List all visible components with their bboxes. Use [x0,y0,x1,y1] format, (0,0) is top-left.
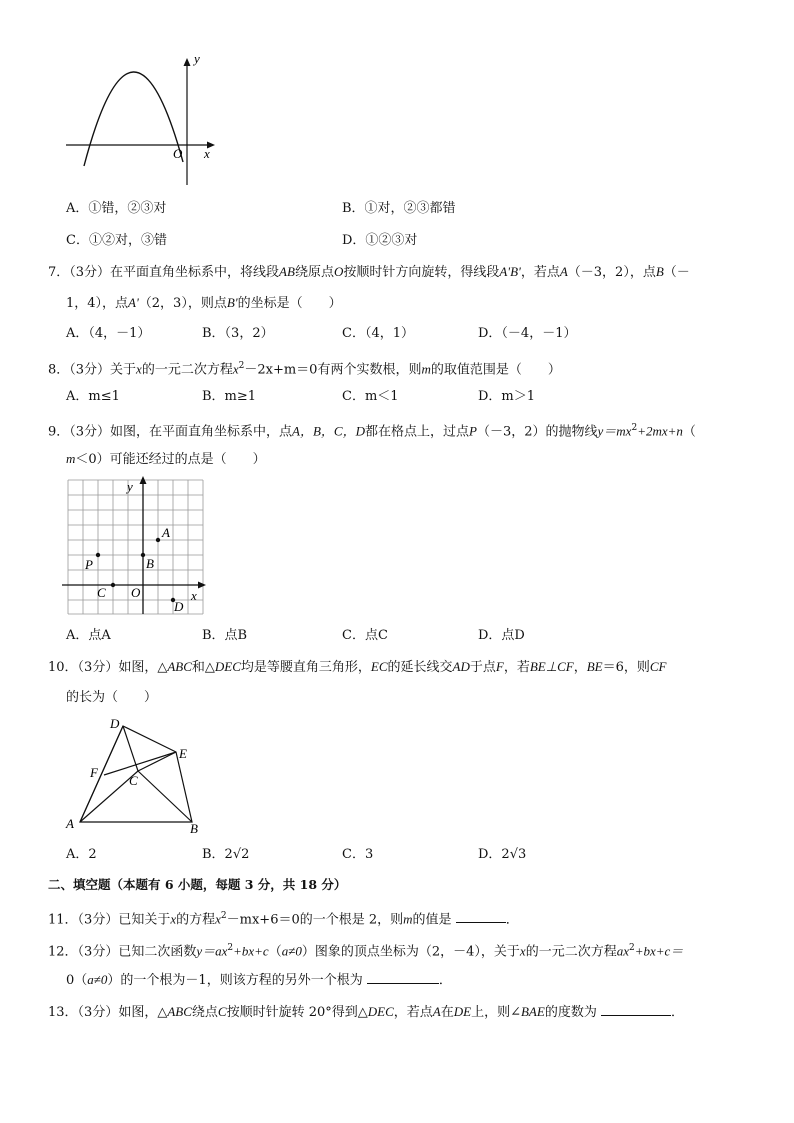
q10-option-a: A．2 [66,847,97,862]
q10-option-c: C．3 [342,847,374,862]
q9-option-d: D．点D [478,628,525,643]
triangle-figure [60,712,210,838]
grid-y-label: y [127,479,133,494]
grid-x-label: x [191,588,197,603]
grid-point-a-label: A [162,525,170,540]
q10-option-d: D．2√3 [478,847,527,862]
q7-option-b: B．（3，2） [202,326,274,341]
graph-origin-label: O [173,146,183,161]
graph-x-label: x [204,146,210,161]
q10-line1: 10．（3分）如图，△ABC和△DEC均是等腰直角三角形，EC的延长线交AD于点F，若BE⊥CF，BE＝6，则CF [48,659,667,675]
q9-option-b: B．点B [202,628,248,643]
q13-answer-blank[interactable] [601,1003,671,1016]
q7-option-c: C．（4，1） [342,326,414,341]
q8-option-a: A．m≤1 [66,389,120,404]
q6-option-c: C．①②对，③错 [66,233,167,248]
q9-line1: 9．（3分）如图，在平面直角坐标系中，点A，B，C，D都在格点上，过点P（－3，2）的抛物线$y=mx^2+2mx+n$（ [48,423,696,440]
q11-answer-blank[interactable] [456,910,506,923]
q12-answer-blank[interactable] [367,971,439,984]
section-heading: 二、填空题（本题有 6 小题，每题 3 分，共 18 分） [48,877,347,892]
q7-option-d: D．（－4，－1） [478,326,577,341]
q9-option-a: A．点A [66,628,111,643]
q12-line1: 12．（3分）已知二次函数$y=ax^2+bx+c(a\ne 0)$图象的顶点坐标为（2，－4），关于x的一元二次方程$ax^2+bx+c=$ [48,943,684,960]
q8-option-d: D．m＞1 [478,389,536,404]
q7-line1: 7．（3分）在平面直角坐标系中，将线段AB绕原点O按顺时针方向旋转，得线段A'B'，若点A（－3，2），点B（－ [48,264,690,280]
grid-point-b-label: B [146,556,154,571]
grid-point-c-label: C [97,585,106,600]
q6-option-a: A．①错，②③对 [66,201,167,216]
q10-option-b: B．2√2 [202,847,250,862]
q8-stem: 8．（3分）关于x的一元二次方程$x^2-2x+m=0$有两个实数根，则m的取值范围是（ ） [48,361,561,378]
triangle-label-e: E [179,746,187,761]
q9-option-c: C．点C [342,628,388,643]
q9-line2: m＜0）可能还经过的点是（ ） [66,451,266,467]
parabola-graph [60,50,230,190]
grid-point-d-label: D [174,599,184,614]
q7-line2: 1，4），点A'（2，3），则点B'的坐标是（ ） [66,295,342,311]
q10-line2: 的长为（ ） [66,690,158,705]
grid-origin-label: O [131,585,141,600]
triangle-label-f: F [90,765,98,780]
graph-y-label: y [194,51,200,66]
q6-option-b: B．①对，②③都错 [342,201,456,216]
grid-point-p-label: P [85,557,93,572]
q12-line2: 0（a≠0）的一个根为－1，则该方程的另外一个根为 ． [66,972,452,988]
q7-option-a: A．（4，－1） [66,326,151,341]
triangle-label-c: C [129,773,138,788]
triangle-label-a: A [66,816,74,831]
q8-option-c: C．m＜1 [342,389,399,404]
q6-option-d: D．①②③对 [342,233,418,248]
grid-figure [60,474,210,620]
q8-option-b: B．m≥1 [202,389,257,404]
triangle-label-d: D [110,716,120,731]
q13-stem: 13．（3分）如图，△ABC绕点C按顺时针旋转 20°得到△DEC，若点A在DE上，则∠BAE的度数为 ． [48,1004,684,1020]
q11-stem: 11．（3分）已知关于x的方程$x^2-mx+6=0$的一个根是 2，则m的值是 ． [48,911,519,928]
triangle-label-b: B [190,821,198,836]
